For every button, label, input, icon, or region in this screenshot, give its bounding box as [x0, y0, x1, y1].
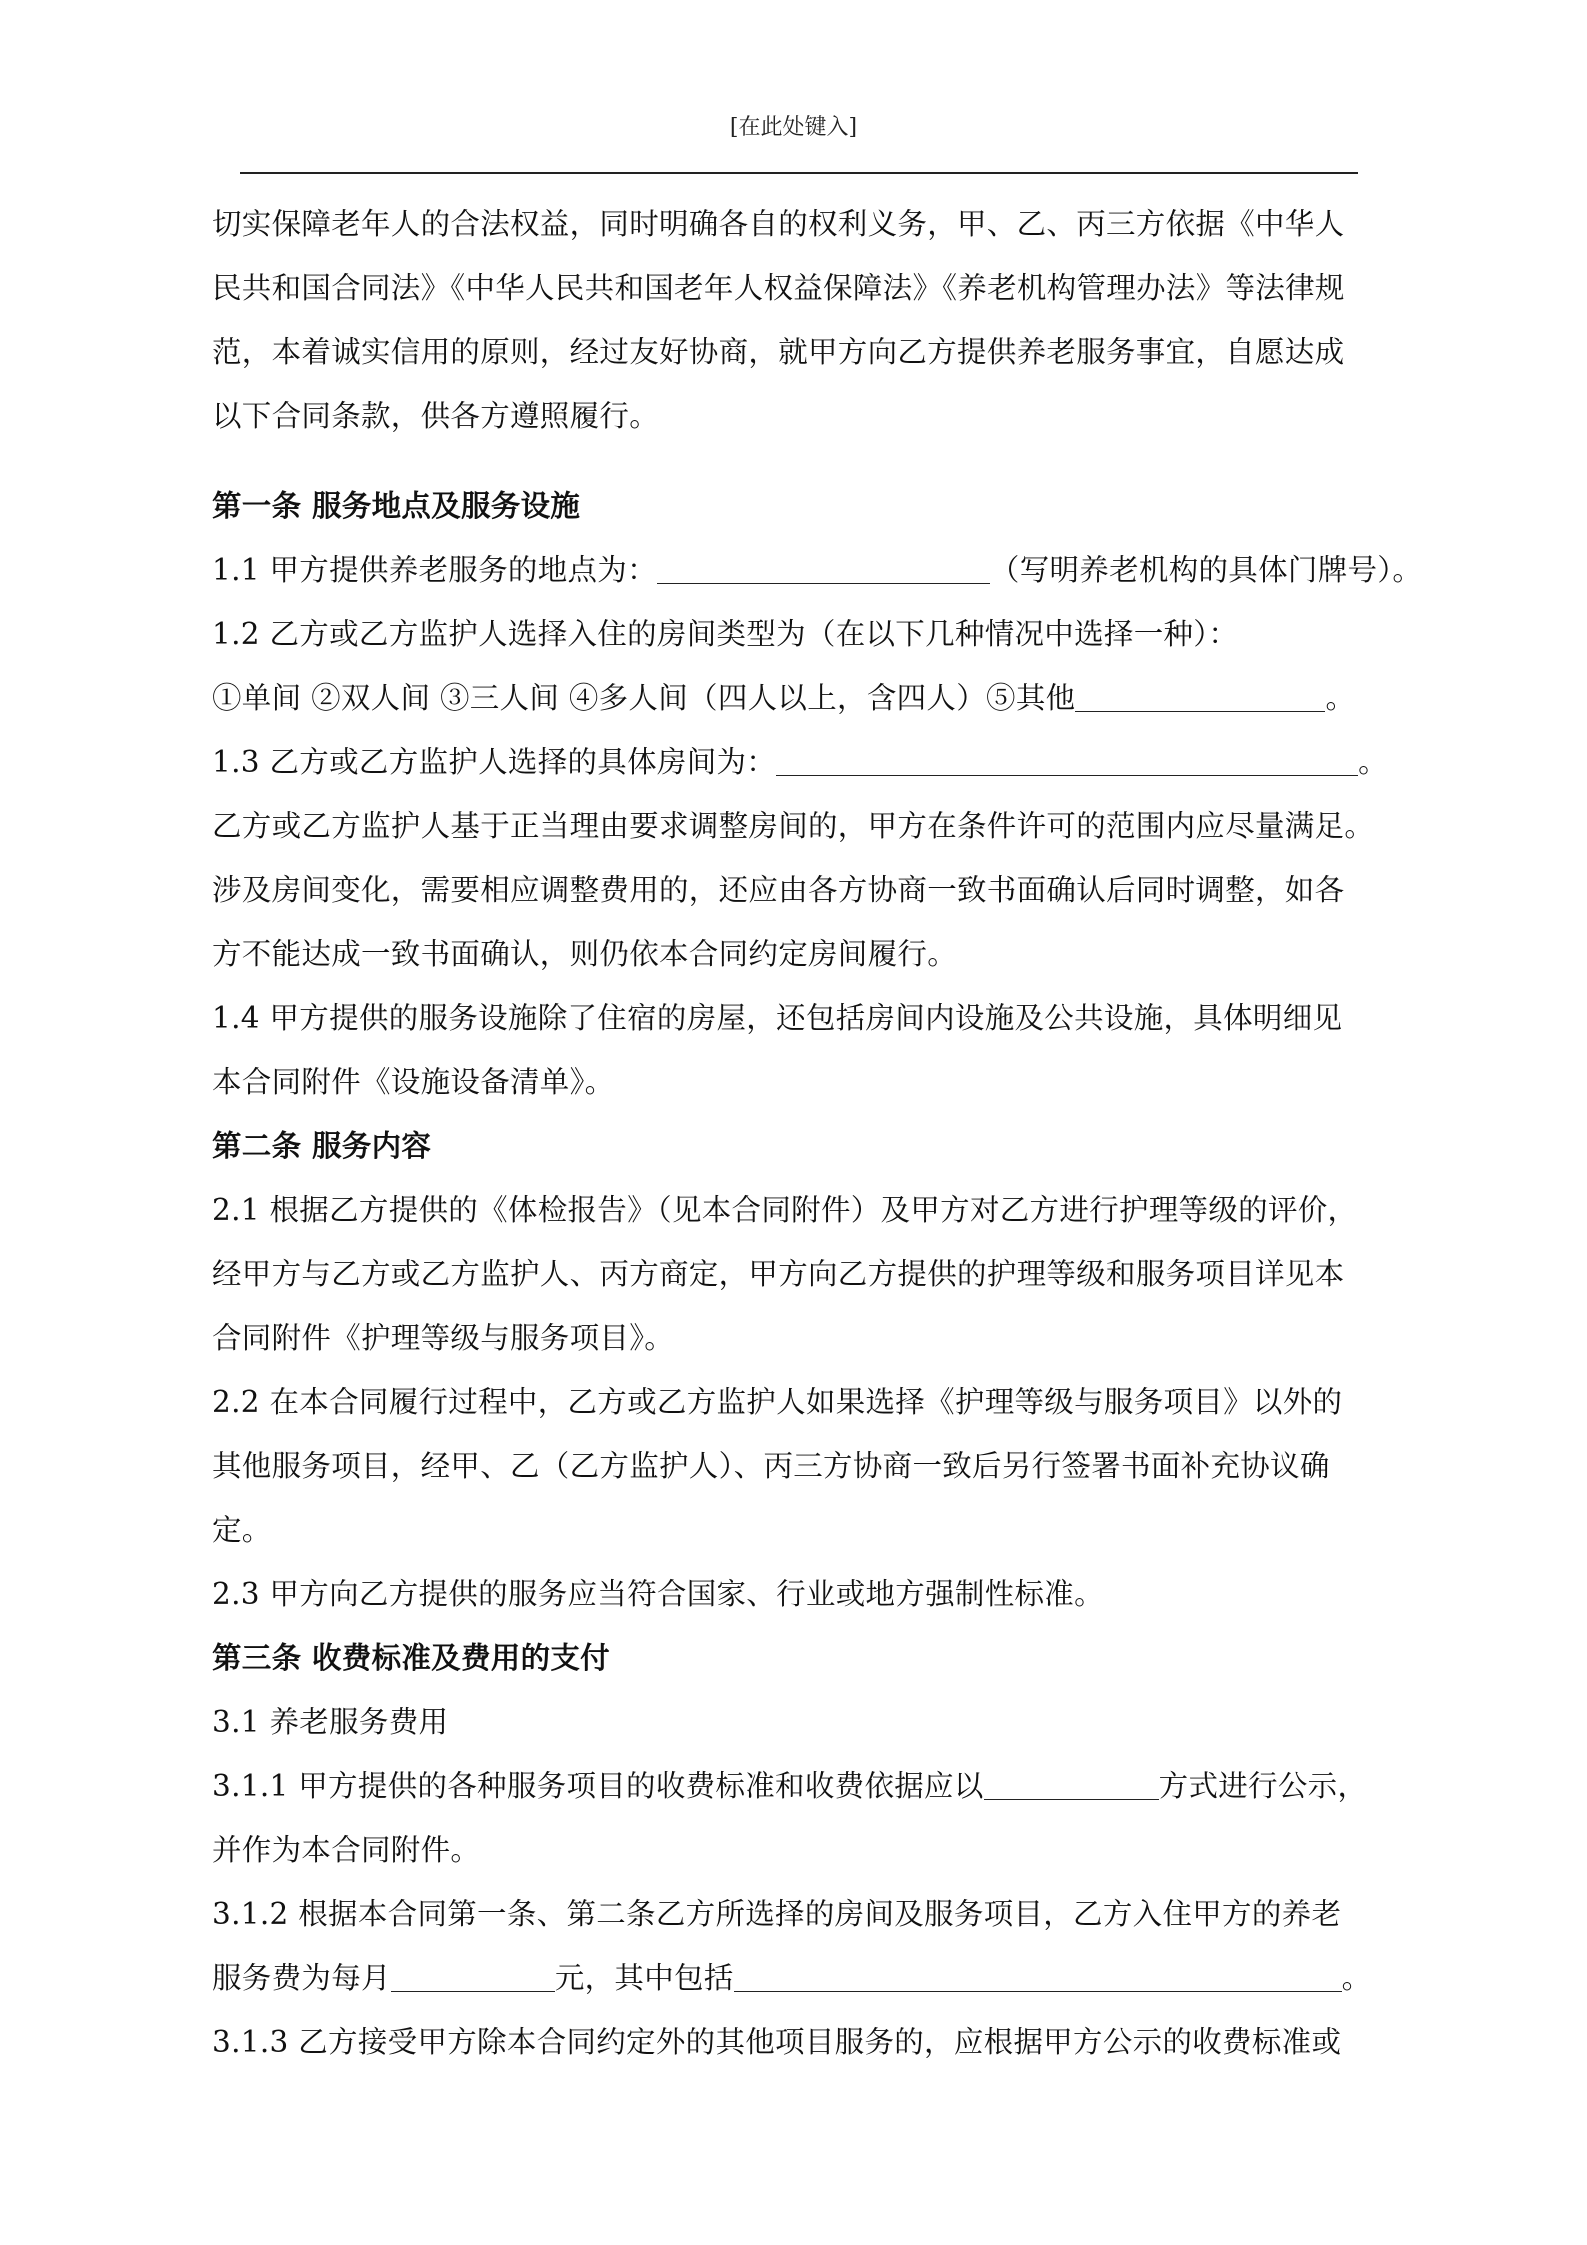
clause-3-1-1-text: 3.1.1 甲方提供的各种服务项目的收费标准和收费依据应以 — [212, 1769, 984, 1803]
article-2-heading: 第二条 服务内容 — [212, 1128, 432, 1163]
clause-3-1-2-end: 。 — [1341, 1961, 1372, 1995]
intro-line-3: 范，本着诚实信用的原则，经过友好协商，就甲方向乙方提供养老服务事宜，自愿达成 — [212, 335, 1345, 369]
clause-2-1-line-2: 经甲方与乙方或乙方监护人、丙方商定，甲方向乙方提供的护理等级和服务项目详见本 — [212, 1257, 1345, 1291]
clause-1-4-line-2: 本合同附件《设施设备清单》。 — [212, 1065, 615, 1099]
clause-3-1-2-includes-label: 元，其中包括 — [554, 1961, 734, 1995]
clause-1-3 — [212, 730, 1448, 794]
clause-3-1-1-line-2: 并作为本合同附件。 — [212, 1833, 481, 1867]
fee-includes-blank[interactable] — [734, 1961, 1342, 1992]
specific-room-blank[interactable] — [776, 745, 1358, 776]
clause-1-1-note: （写明养老机构的具体门牌号）。 — [989, 553, 1423, 587]
clause-1-4-line-1: 1.4 甲方提供的服务设施除了住宿的房屋，还包括房间内设施及公共设施，具体明细见 — [212, 1001, 1343, 1035]
clause-1-3-end: 。 — [1358, 745, 1388, 779]
clause-3-1-1-post: 方式进行公示， — [1158, 1769, 1368, 1803]
section-spacer — [212, 448, 1448, 474]
clause-3-1-3: 3.1.3 乙方接受甲方除本合同约定外的其他项目服务的，应根据甲方公示的收费标准或 — [212, 2025, 1342, 2059]
clause-3-1-2-line-1: 3.1.2 根据本合同第一条、第二条乙方所选择的房间及服务项目，乙方入住甲方的养老 — [212, 1897, 1342, 1931]
clause-2-1-line-1: 2.1 根据乙方提供的《体检报告》（见本合同附件）及甲方对乙方进行护理等级的评价， — [212, 1193, 1358, 1227]
service-address-blank[interactable] — [657, 553, 990, 584]
header-divider — [240, 172, 1358, 174]
clause-3-1-2-line-2 — [212, 1946, 1448, 2010]
clause-1-3-line-4: 方不能达成一致书面确认，则仍依本合同约定房间履行。 — [212, 937, 958, 971]
clause-2-2-line-2: 其他服务项目，经甲、乙（乙方监护人）、丙三方协商一致后另行签署书面补充协议确 — [212, 1449, 1330, 1483]
intro-line-1: 切实保障老年人的合法权益，同时明确各自的权利义务，甲、乙、丙三方依据《中华人 — [212, 207, 1345, 241]
clause-2-2-line-3: 定。 — [212, 1513, 272, 1547]
room-type-options — [212, 666, 1448, 730]
clause-1-3-line-2: 乙方或乙方监护人基于正当理由要求调整房间的，甲方在条件许可的范围内应尽量满足。 — [212, 809, 1375, 843]
clause-2-2-line-1: 2.2 在本合同履行过程中，乙方或乙方监护人如果选择《护理等级与服务项目》以外的 — [212, 1385, 1343, 1419]
contract-body — [212, 192, 1448, 2074]
clause-1-1-text: 1.1 甲方提供养老服务的地点为： — [212, 553, 657, 587]
intro-line-4: 以下合同条款，供各方遵照履行。 — [212, 399, 660, 433]
clause-3-1-2-fee-label: 服务费为每月 — [212, 1961, 391, 1995]
article-3-heading: 第三条 收费标准及费用的支付 — [212, 1640, 610, 1675]
room-type-options-text: ①单间 ②双人间 ③三人间 ④多人间（四人以上，含四人）⑤其他 — [212, 681, 1076, 715]
clause-1-1 — [212, 538, 1448, 602]
clause-3-1: 3.1 养老服务费用 — [212, 1705, 449, 1739]
page-header-placeholder: [在此处键入] — [729, 115, 858, 140]
publicity-method-blank[interactable] — [984, 1769, 1159, 1800]
clause-2-1-line-3: 合同附件《护理等级与服务项目》。 — [212, 1321, 675, 1355]
room-type-other-blank[interactable] — [1075, 681, 1325, 712]
intro-line-2: 民共和国合同法》《中华人民共和国老年人权益保障法》《养老机构管理办法》等法律规 — [212, 271, 1345, 305]
clause-1-3-text: 1.3 乙方或乙方监护人选择的具体房间为： — [212, 745, 777, 779]
clause-2-3: 2.3 甲方向乙方提供的服务应当符合国家、行业或地方强制性标准。 — [212, 1577, 1104, 1611]
clause-1-3-line-3: 涉及房间变化，需要相应调整费用的，还应由各方协商一致书面确认后同时调整，如各 — [212, 873, 1345, 907]
article-1-heading: 第一条 服务地点及服务设施 — [212, 488, 581, 523]
clause-1-2: 1.2 乙方或乙方监护人选择入住的房间类型为（在以下几种情况中选择一种）： — [212, 617, 1239, 651]
clause-3-1-1 — [212, 1754, 1448, 1818]
monthly-fee-blank[interactable] — [391, 1961, 555, 1992]
room-type-options-end: 。 — [1325, 681, 1356, 715]
